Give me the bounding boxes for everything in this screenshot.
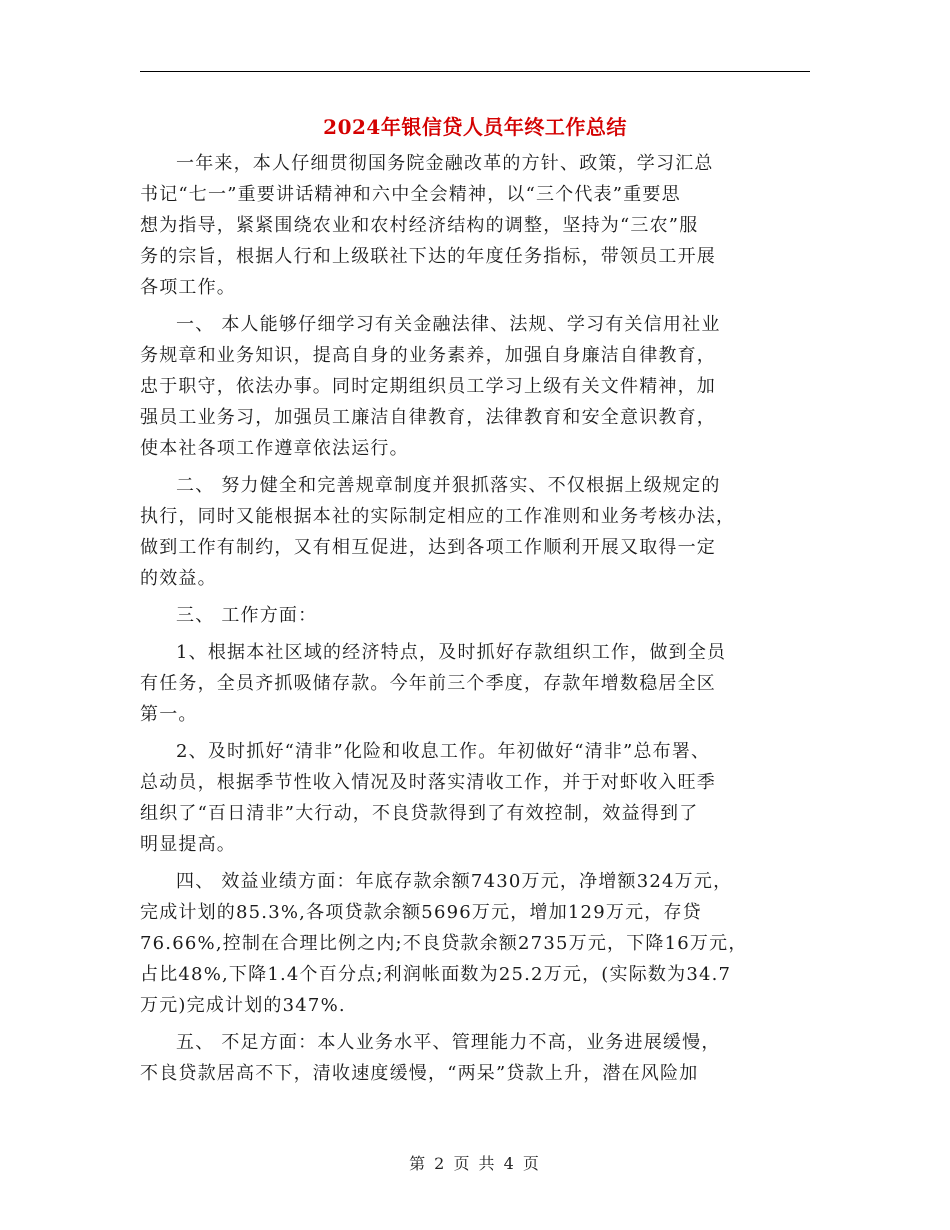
paragraph-line: 二、 努力健全和完善规章制度并狠抓落实、不仅根据上级规定的 [176, 475, 721, 496]
paragraph-line: 76.66%,控制在合理比例之内;不良贷款余额2735万元，下降16万元， [140, 933, 748, 954]
page-number-footer: 第 2 页 共 4 页 [409, 1154, 541, 1173]
body-paragraph [140, 470, 812, 594]
body-paragraph [140, 1027, 812, 1089]
paragraph-line: 四、 效益业绩方面：年底存款余额7430万元，净增额324万元， [176, 871, 733, 892]
paragraph-line: 的效益。 [140, 568, 217, 589]
paragraph-line: 第一。 [140, 704, 198, 725]
paragraph-line: 2、及时抓好“清非”化险和收息工作。年初做好“清非”总布署、 [176, 741, 711, 762]
paragraph-line: 五、 不足方面：本人业务水平、管理能力不高，业务进展缓慢， [176, 1032, 721, 1053]
header-rule [140, 71, 810, 72]
body-paragraph [140, 637, 812, 730]
paragraph-line: 1、根据本社区域的经济特点，及时抓好存款组织工作，做到全员 [176, 642, 727, 663]
paragraph-line: 使本社各项工作遵章依法运行。 [140, 438, 409, 459]
document-body [140, 148, 812, 1095]
paragraph-line: 一、 本人能够仔细学习有关金融法律、法规、学习有关信用社业 [176, 314, 721, 335]
paragraph-line: 强员工业务习，加强员工廉洁自律教育，法律教育和安全意识教育， [140, 407, 716, 428]
body-paragraph [140, 148, 812, 303]
paragraph-line: 书记“七一”重要讲话精神和六中全会精神，以“三个代表”重要思 [140, 184, 681, 205]
body-paragraph [140, 309, 812, 464]
paragraph-line: 万元)完成计划的347%. [140, 995, 346, 1016]
paragraph-line: 忠于职守，依法办事。同时定期组织员工学习上级有关文件精神，加 [140, 376, 716, 397]
paragraph-line: 占比48%,下降1.4个百分点;利润帐面数为25.2万元，(实际数为34.7 [140, 964, 732, 985]
paragraph-line: 各项工作。 [140, 277, 236, 298]
paragraph-line: 不良贷款居高不下，清收速度缓慢，“两呆”贷款上升，潜在风险加 [140, 1063, 699, 1084]
paragraph-line: 务规章和业务知识，提高自身的业务素养，加强自身廉洁自律教育， [140, 345, 716, 366]
paragraph-line: 做到工作有制约，又有相互促进，达到各项工作顺利开展又取得一定 [140, 537, 716, 558]
paragraph-line: 有任务，全员齐抓吸储存款。今年前三个季度，存款年增数稳居全区 [140, 673, 716, 694]
paragraph-line: 想为指导，紧紧围绕农业和农村经济结构的调整，坚持为“三农”服 [140, 215, 699, 236]
paragraph-line: 总动员，根据季节性收入情况及时落实清收工作，并于对虾收入旺季 [140, 772, 716, 793]
body-paragraph [140, 600, 812, 631]
body-paragraph [140, 736, 812, 860]
paragraph-line: 一年来，本人仔细贯彻国务院金融改革的方针、政策，学习汇总 [176, 153, 714, 174]
paragraph-line: 明显提高。 [140, 834, 236, 855]
paragraph-line: 完成计划的85.3%,各项贷款余额5696万元，增加129万元，存贷 [140, 902, 702, 923]
body-paragraph [140, 866, 812, 1021]
document-title: 2024年银信贷人员年终工作总结 [323, 115, 627, 139]
paragraph-line: 组织了“百日清非”大行动，不良贷款得到了有效控制，效益得到了 [140, 803, 699, 824]
paragraph-line: 执行，同时又能根据本社的实际制定相应的工作准则和业务考核办法， [140, 506, 736, 527]
paragraph-line: 务的宗旨，根据人行和上级联社下达的年度任务指标，带领员工开展 [140, 246, 716, 267]
paragraph-line: 三、 工作方面： [176, 605, 318, 626]
